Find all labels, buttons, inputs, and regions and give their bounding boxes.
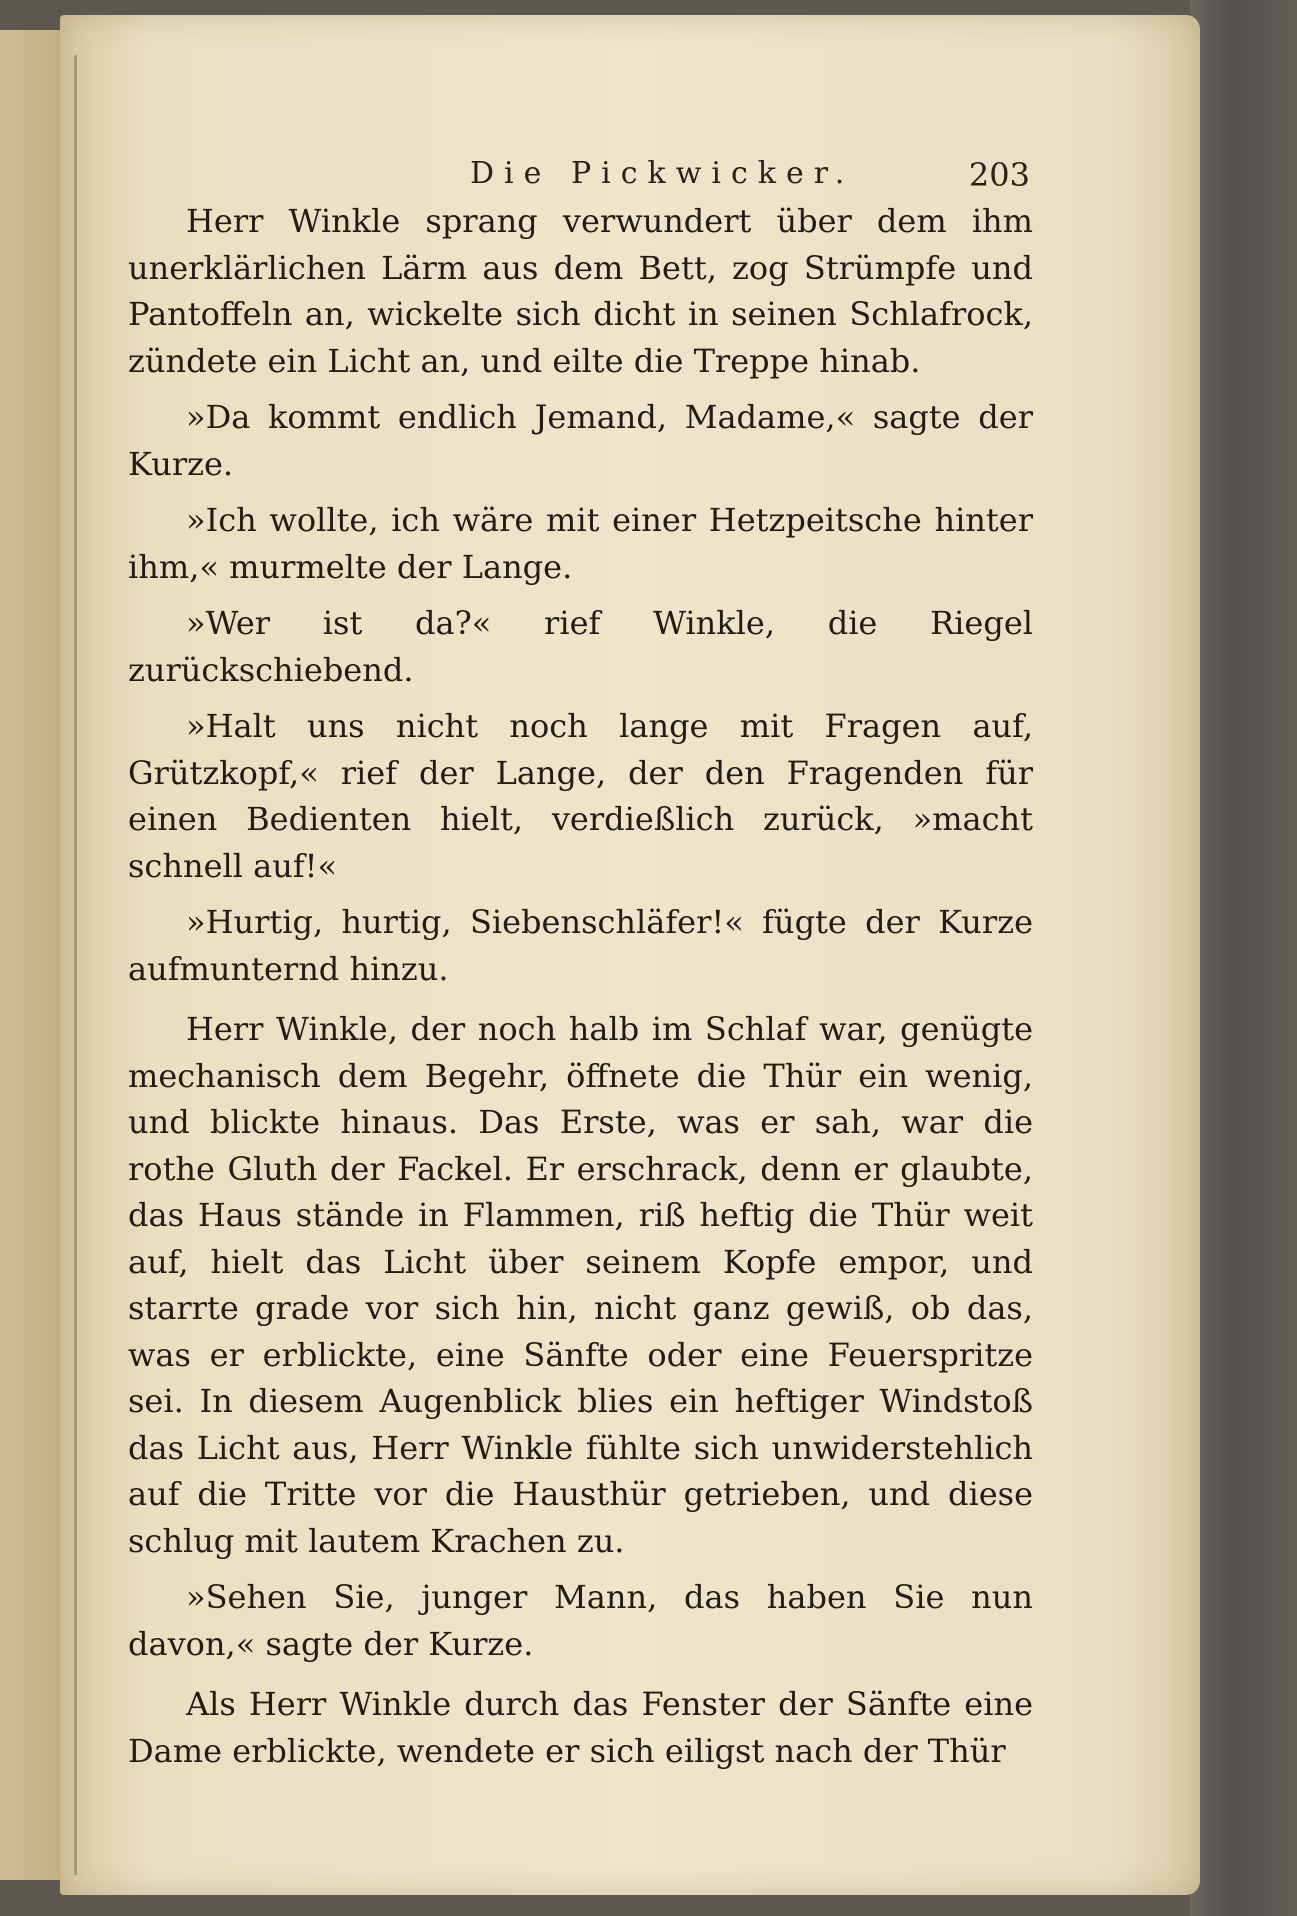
running-head: [130, 150, 1030, 200]
paragraph: Als Herr Winkle durch das Fenster der Sänfte eine Dame erblickte, wendete er sich eiligst nach der Thür: [128, 1685, 1033, 1770]
paragraph: Herr Winkle, der noch halb im Schlaf war, genügte mechanisch dem Begehr, öffnete die Thür ein wenig, und blickte hinaus. Das Erste, was er sah, war die rothe Gluth der Fackel. Er erschrack, denn er glaubte, das Haus stände in Flammen, riß heftig die Thür weit auf, hielt das Licht über seinem Kopfe empor, und starrte grade vor sich hin, nicht ganz gewiß, ob das, was er erblickte, eine Sänfte oder eine Feuerspritze sei. In diesem Augenblick blies ein heftiger Windstoß das Licht aus, Herr Winkle fühlte sich unwiderstehlich auf die Tritte vor die Hausthür getrieben, und diese schlug mit lautem Krachen zu.: [128, 1010, 1033, 1560]
paragraph: »Hurtig, hurtig, Siebenschläfer!« fügte der Kurze aufmunternd hinzu.: [128, 903, 1033, 988]
book-cover-edge: [1190, 0, 1297, 1916]
page-number: 203: [968, 156, 1030, 194]
page-gutter: [74, 55, 77, 1875]
running-head-title: Die Pickwicker.: [470, 156, 855, 191]
paragraph: »Ich wollte, ich wäre mit einer Hetzpeitsche hinter ihm,« murmelte der Lange.: [128, 501, 1033, 586]
paragraph: »Sehen Sie, junger Mann, das haben Sie nun davon,« sagte der Kurze.: [128, 1578, 1033, 1663]
paragraph: Herr Winkle sprang verwundert über dem ihm unerklärlichen Lärm aus dem Bett, zog Strümpfe und Pantoffeln an, wickelte sich dicht in seinen Schlafrock, zündete ein Licht an, und eilte die Treppe hinab.: [128, 202, 1033, 380]
body-text: [128, 198, 1033, 1784]
paragraph: »Wer ist da?« rief Winkle, die Riegel zurückschiebend.: [128, 604, 1033, 689]
paragraph: »Halt uns nicht noch lange mit Fragen auf, Grützkopf,« rief der Lange, der den Fragenden für einen Bedienten hielt, verdießlich zurück, »macht schnell auf!«: [128, 707, 1033, 885]
paragraph: »Da kommt endlich Jemand, Madame,« sagte der Kurze.: [128, 398, 1033, 483]
